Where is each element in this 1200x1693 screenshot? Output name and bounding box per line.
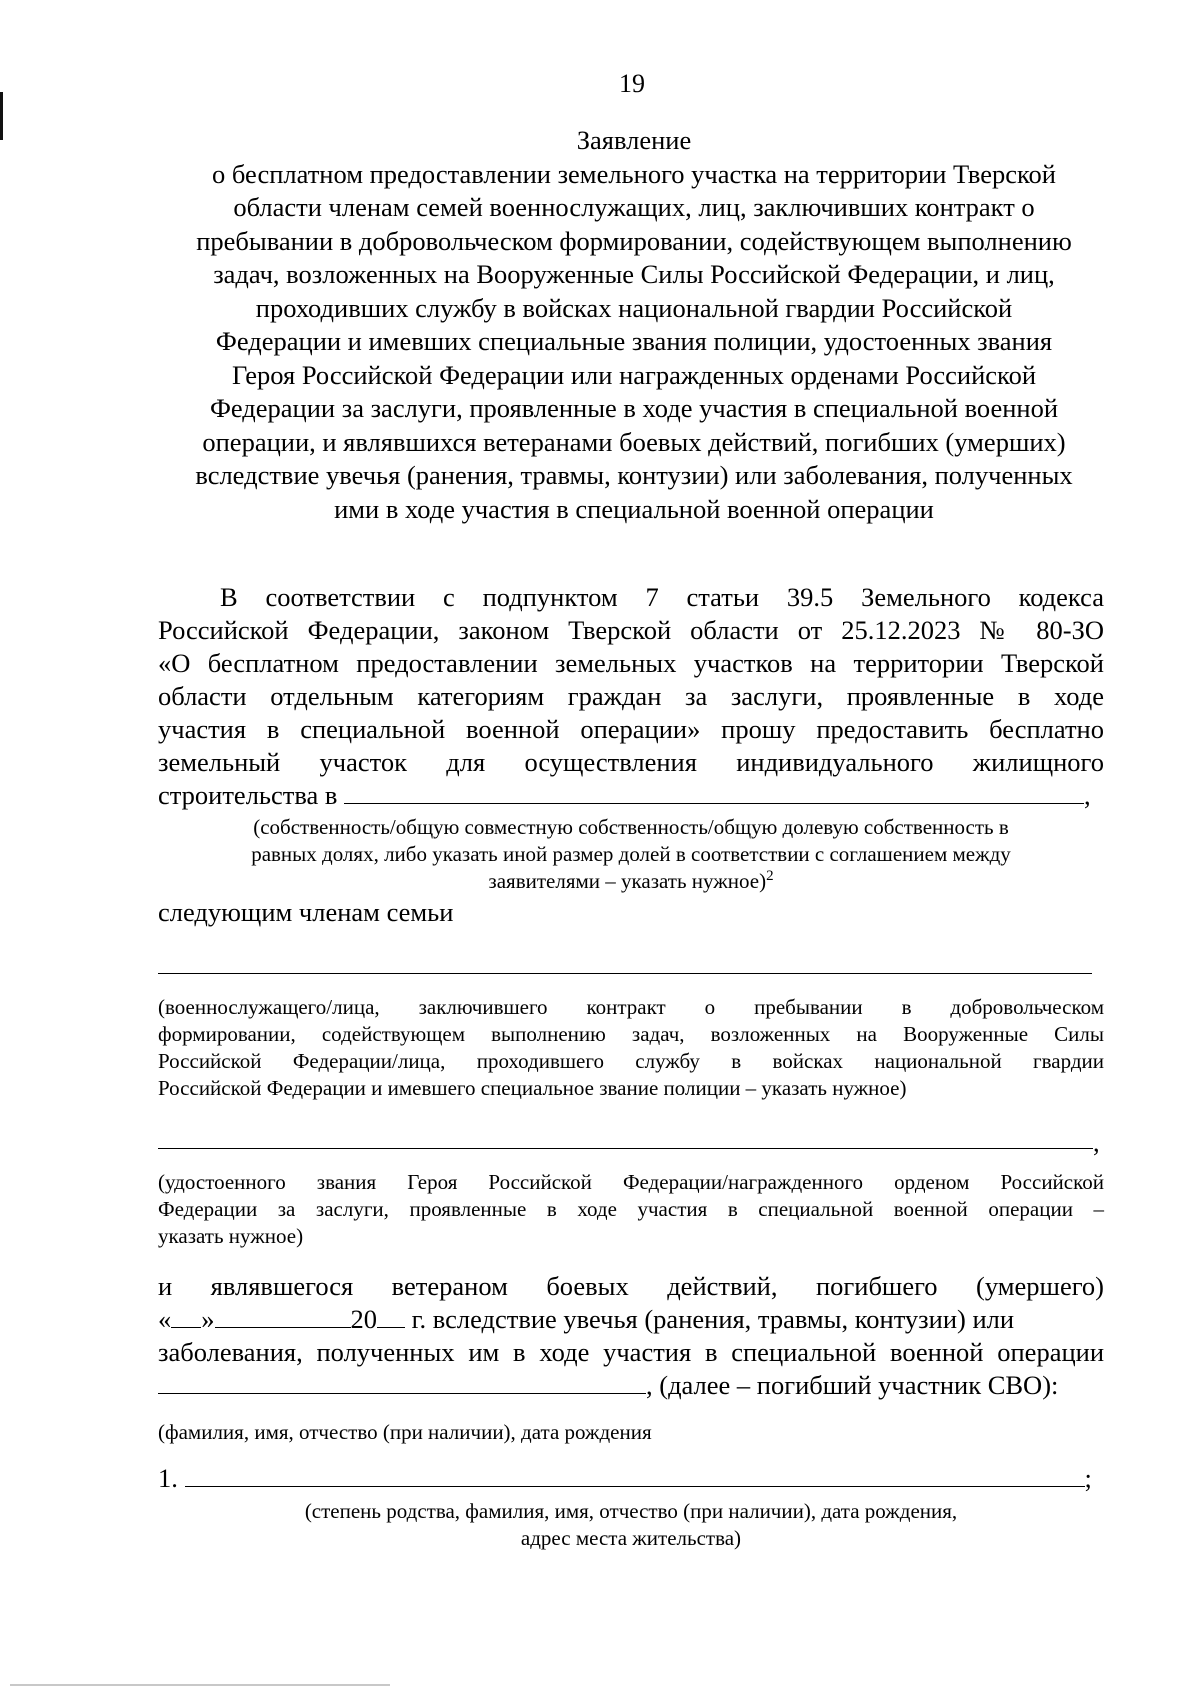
deceased-name-field[interactable] xyxy=(158,1371,646,1394)
month-field[interactable] xyxy=(215,1305,351,1328)
title-line: проходивших службу в войсках национальной гвардии Российской xyxy=(255,292,1013,323)
serviceman-note xyxy=(158,994,1104,1102)
date-open-quote: « xyxy=(158,1304,172,1334)
veteran-line: и являвшегося ветераном боевых действий, погибшего (умершего) xyxy=(158,1271,1104,1301)
ownership-field[interactable] xyxy=(344,781,1084,804)
application-body xyxy=(158,581,1104,812)
note-line: (степень родства, фамилия, имя, отчество (при наличии), дата рождения, xyxy=(304,1499,958,1523)
title-line: ими в ходе участия в специальной военной операции xyxy=(334,493,934,524)
relation-note xyxy=(158,1498,1104,1552)
ownership-note xyxy=(158,814,1104,895)
scan-bottom-mark xyxy=(10,1684,390,1686)
family-member-field[interactable] xyxy=(185,1464,1085,1487)
note-line: (собственность/общую совместную собственность/общую долевую собственность в xyxy=(253,815,1009,839)
note-line: (удостоенного звания Героя Российской Федерации/награжденного орденом Российской xyxy=(158,1170,1104,1194)
page-number: 19 xyxy=(619,69,645,98)
veteran-paragraph xyxy=(158,1270,1104,1402)
item-end: ; xyxy=(1084,1463,1092,1493)
title-line: Героя Российской Федерации или награжденных орденами Российской xyxy=(231,359,1037,390)
note-line xyxy=(158,868,1104,895)
fio-note: (фамилия, имя, отчество (при наличии), дата рождения xyxy=(158,1420,652,1444)
body-line: «О бесплатном предоставлении земельных участков на территории Тверской xyxy=(158,648,1104,678)
ownership-line xyxy=(158,779,1104,812)
hero-comma: , xyxy=(1093,1127,1100,1157)
note-line: формировании, содействующем выполнению задач, возложенных на Вооруженные Силы xyxy=(158,1022,1104,1046)
veteran-line-rest: г. вследствие увечья (ранения, травмы, контузии) или xyxy=(411,1304,1015,1334)
title-heading: Заявление xyxy=(576,125,692,155)
note-line-text: заявителями – указать нужное) xyxy=(488,869,767,893)
date-close-quote: » xyxy=(201,1304,215,1334)
document-title xyxy=(148,124,1120,526)
body-line: участия в специальной военной операции» прошу предоставить бесплатно xyxy=(158,714,1104,744)
body-line: В соответствии с подпунктом 7 статьи 39.5 Земельного кодекса xyxy=(220,582,1104,612)
note-line: указать нужное) xyxy=(158,1224,304,1248)
veteran-line: заболевания, полученных им в ходе участия в специальной военной операции xyxy=(158,1337,1104,1367)
veteran-line-suffix: , (далее – погибший участник СВО): xyxy=(646,1370,1059,1400)
footnote-ref: 2 xyxy=(766,868,774,884)
title-line: Федерации за заслуги, проявленные в ходе участия в специальной военной xyxy=(209,393,1059,423)
hero-note xyxy=(158,1169,1104,1250)
title-line: Федерации и имевших специальные звания полиции, удостоенных звания xyxy=(215,326,1053,356)
ownership-comma: , xyxy=(1084,780,1091,810)
veteran-date-line xyxy=(158,1303,1104,1336)
day-field[interactable] xyxy=(171,1305,201,1328)
title-line: операции, и являвшихся ветеранами боевых действий, погибших (умерших) xyxy=(202,426,1066,457)
note-line: адрес места жительства) xyxy=(520,1526,742,1550)
note-line: Федерации за заслуги, проявленные в ходе участия в специальной военной операции – xyxy=(158,1197,1104,1221)
title-line: пребывании в добровольческом формировании, содействующем выполнению xyxy=(196,225,1072,256)
year-prefix: 20 xyxy=(350,1304,377,1334)
hero-field[interactable] xyxy=(158,1148,1093,1149)
note-line: Российской Федерации и имевшего специальное звание полиции – указать нужное) xyxy=(158,1076,907,1100)
item-number: 1. xyxy=(158,1463,178,1493)
note-line: Российской Федерации/лица, проходившего службу в войсках национальной гвардии xyxy=(158,1049,1104,1073)
deceased-name-line xyxy=(158,1369,1104,1402)
title-line: задач, возложенных на Вооруженные Силы Российской Федерации, и лиц, xyxy=(213,259,1055,289)
body-line: области отдельным категориям граждан за заслуги, проявленные в ходе xyxy=(158,681,1104,711)
family-member-item xyxy=(158,1462,1104,1495)
note-line: равных долях, либо указать иной размер долей в соответствии с соглашением между xyxy=(251,842,1011,866)
title-line: вследствие увечья (ранения, травмы, контузии) или заболевания, полученных xyxy=(195,460,1073,490)
body-line: Российской Федерации, законом Тверской области от 25.12.2023 № 80-ЗО xyxy=(158,615,1104,645)
family-label: следующим членам семьи xyxy=(158,897,454,927)
year-field[interactable] xyxy=(377,1305,405,1328)
body-line: земельный участок для осуществления индивидуального жилищного xyxy=(158,747,1104,777)
note-line: (военнослужащего/лица, заключившего контракт о пребывании в добровольческом xyxy=(158,995,1104,1019)
title-line: о бесплатном предоставлении земельного участка на территории Тверской xyxy=(212,158,1056,189)
title-line: области членам семей военнослужащих, лиц, заключивших контракт о xyxy=(233,192,1035,222)
body-line-prefix: строительства в xyxy=(158,780,338,810)
serviceman-field[interactable] xyxy=(158,973,1092,974)
